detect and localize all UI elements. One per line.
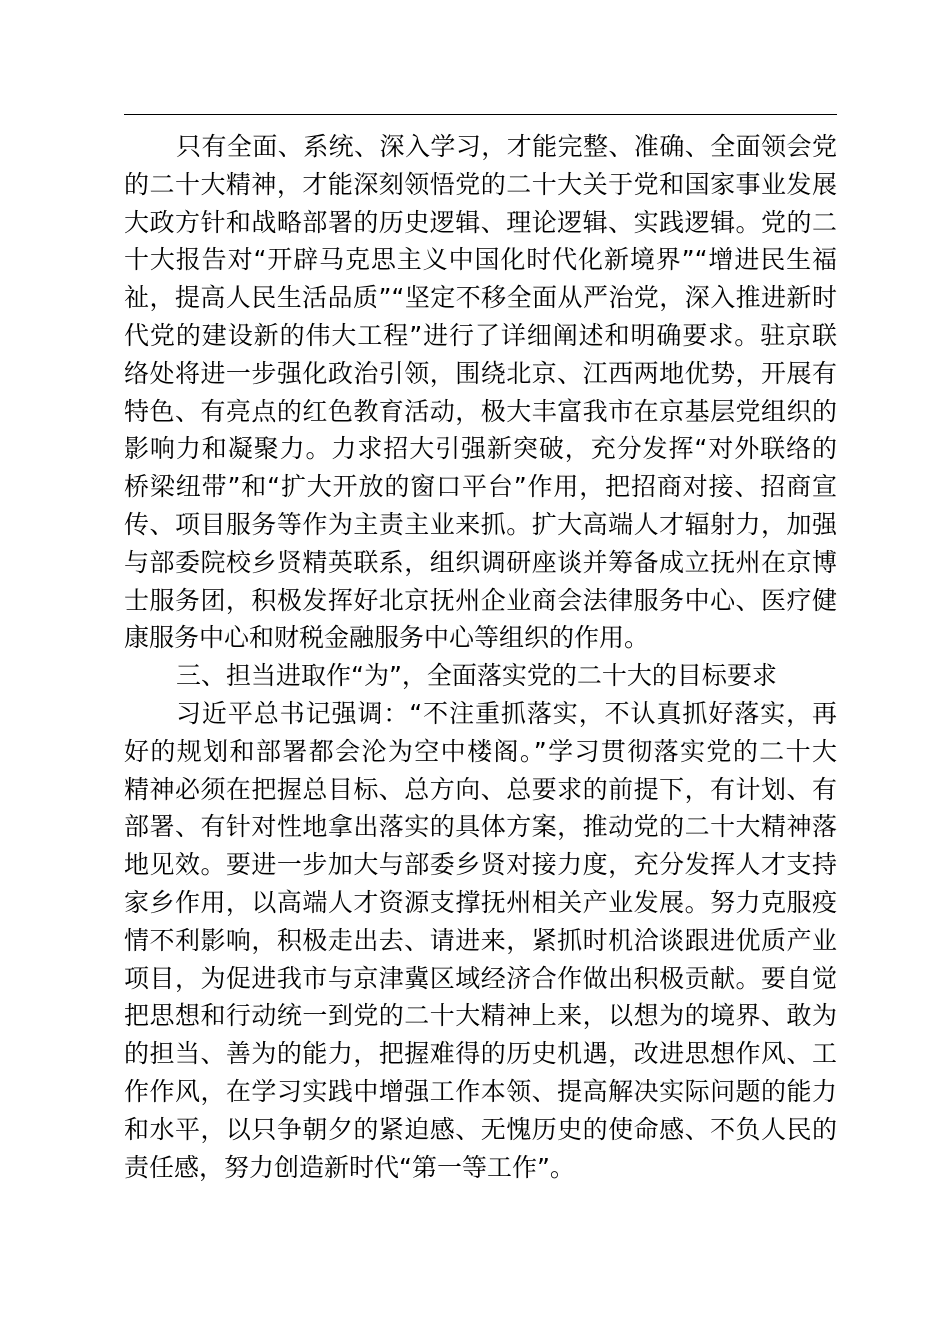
text-line: 影响力和凝聚力。力求招大引强新突破，充分发挥“对外联络的 [124,434,837,464]
text-line: 好的规划和部署都会沦为空中楼阁。”学习贯彻落实党的二十大 [124,736,837,766]
text-line: 情不利影响，积极走出去、请进来，紧抓时机洽谈跟进优质产业 [124,925,837,955]
text-line: 家乡作用，以高端人才资源支撑抚州相关产业发展。努力克服疫 [124,887,837,917]
text-line: 络处将进一步强化政治引领，围绕北京、江西两地优势，开展有 [124,358,837,388]
text-line: 精神必须在把握总目标、总方向、总要求的前提下，有计划、有 [124,774,837,804]
text-line: 桥梁纽带”和“扩大开放的窗口平台”作用，把招商对接、招商宣 [124,472,837,502]
text-line: 把思想和行动统一到党的二十大精神上来，以想为的境界、敢为 [124,1001,837,1031]
text-line: 士服务团，积极发挥好北京抚州企业商会法律服务中心、医疗健 [124,585,837,615]
text-line: 特色、有亮点的红色教育活动，极大丰富我市在京基层党组织的 [124,396,837,426]
text-line: 康服务中心和财税金融服务中心等组织的作用。 [124,623,650,653]
text-line: 与部委院校乡贤精英联系，组织调研座谈并筹备成立抚州在京博 [124,547,837,577]
text-line: 的担当、善为的能力，把握难得的历史机遇，改进思想作风、工 [124,1039,837,1069]
text-line: 三、担当进取作“为”，全面落实党的二十大的目标要求 [176,661,777,691]
text-line: 和水平，以只争朝夕的紧迫感、无愧历史的使命感、不负人民的 [124,1114,837,1144]
text-line: 作作风，在学习实践中增强工作本领、提高解决实际问题的能力 [124,1076,837,1106]
text-line: 项目，为促进我市与京津冀区域经济合作做出积极贡献。要自觉 [124,963,837,993]
text-line: 代党的建设新的伟大工程”进行了详细阐述和明确要求。驻京联 [124,320,837,350]
text-line: 责任感，努力创造新时代“第一等工作”。 [124,1152,575,1182]
header-rule [124,114,837,115]
text-line: 地见效。要进一步加大与部委乡贤对接力度，充分发挥人才支持 [124,850,837,880]
text-line: 祉，提高人民生活品质”“坚定不移全面从严治党，深入推进新时 [124,283,837,313]
text-line: 十大报告对“开辟马克思主义中国化时代化新境界”“增进民生福 [124,245,837,275]
text-line: 部署、有针对性地拿出落实的具体方案，推动党的二十大精神落 [124,812,837,842]
body-text [124,128,837,1186]
text-line: 的二十大精神，才能深刻领悟党的二十大关于党和国家事业发展 [124,169,837,199]
text-line: 传、项目服务等作为主责主业来抓。扩大高端人才辐射力，加强 [124,509,837,539]
text-line: 大政方针和战略部署的历史逻辑、理论逻辑、实践逻辑。党的二 [124,207,837,237]
text-line: 只有全面、系统、深入学习，才能完整、准确、全面领会党 [176,132,837,161]
text-line: 习近平总书记强调：“不注重抓落实，不认真抓好落实，再 [176,698,837,728]
